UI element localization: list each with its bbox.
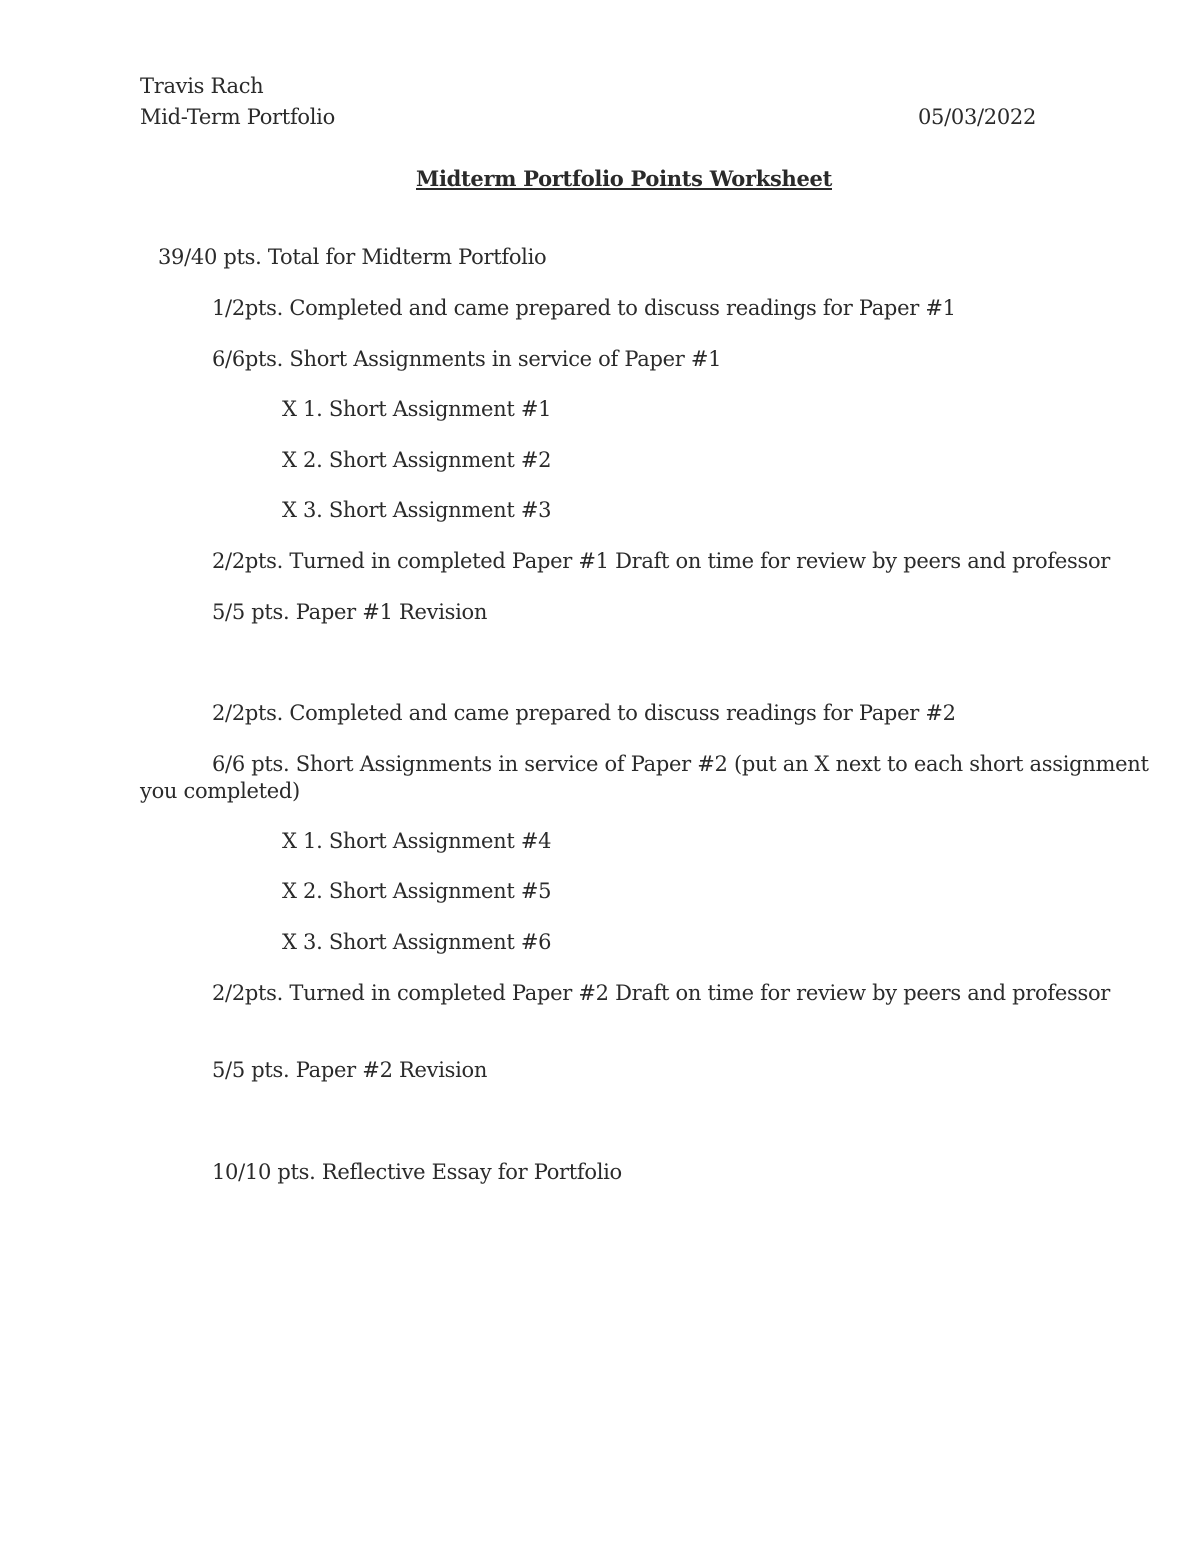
total-points: 39/40 pts. Total for Midterm Portfolio [158,245,547,269]
paper1-revision: 5/5 pts. Paper #1 Revision [212,600,488,624]
page-title: Midterm Portfolio Points Worksheet [416,166,832,191]
paper2-item-2: X 2. Short Assignment #5 [282,879,552,903]
paper2-draft: 2/2pts. Turned in completed Paper #2 Draft on time for review by peers and professor [212,981,1111,1005]
paper2-item-1: X 1. Short Assignment #4 [282,829,552,853]
paper2-short-assignments-line2: you completed) [140,779,300,803]
paper1-readings: 1/2pts. Completed and came prepared to discuss readings for Paper #1 [212,296,956,320]
paper1-draft: 2/2pts. Turned in completed Paper #1 Draft on time for review by peers and professor [212,549,1111,573]
reflective-essay: 10/10 pts. Reflective Essay for Portfolio [212,1160,622,1184]
document-date: 05/03/2022 [918,105,1037,129]
paper1-item-3: X 3. Short Assignment #3 [282,498,552,522]
paper2-item-3: X 3. Short Assignment #6 [282,930,552,954]
paper2-revision: 5/5 pts. Paper #2 Revision [212,1058,488,1082]
document-subtitle: Mid-Term Portfolio [140,105,335,129]
paper2-readings: 2/2pts. Completed and came prepared to discuss readings for Paper #2 [212,701,956,725]
paper1-short-assignments: 6/6pts. Short Assignments in service of Paper #1 [212,347,722,371]
paper1-item-2: X 2. Short Assignment #2 [282,448,552,472]
paper2-short-assignments-line1: 6/6 pts. Short Assignments in service of Paper #2 (put an X next to each short assignment [212,752,1149,776]
paper1-item-1: X 1. Short Assignment #1 [282,397,552,421]
author-name: Travis Rach [140,74,264,98]
